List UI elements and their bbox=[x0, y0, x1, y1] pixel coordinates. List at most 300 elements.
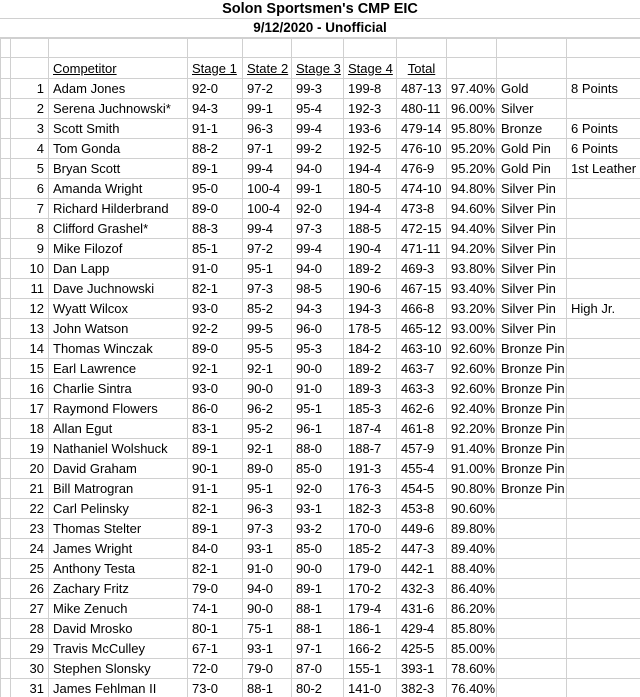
cell-percent[interactable]: 94.80% bbox=[447, 179, 497, 199]
empty-cell[interactable] bbox=[188, 39, 243, 58]
cell-award[interactable]: Bronze Pin bbox=[497, 399, 567, 419]
col-header-total[interactable]: Total bbox=[397, 58, 447, 79]
cell-competitor[interactable]: John Watson bbox=[49, 319, 188, 339]
cell-stage1[interactable]: 89-1 bbox=[188, 439, 243, 459]
cell-award[interactable]: Gold Pin bbox=[497, 159, 567, 179]
cell-rank[interactable]: 4 bbox=[11, 139, 49, 159]
cell-percent[interactable]: 86.20% bbox=[447, 599, 497, 619]
cell-award[interactable]: Gold Pin bbox=[497, 139, 567, 159]
cell-stage4[interactable]: 190-6 bbox=[344, 279, 397, 299]
cell-rank[interactable]: 9 bbox=[11, 239, 49, 259]
cell-note[interactable] bbox=[567, 539, 640, 559]
cell-stage3[interactable]: 93-2 bbox=[292, 519, 344, 539]
cell-stage2[interactable]: 97-2 bbox=[243, 239, 292, 259]
cell-percent[interactable]: 92.20% bbox=[447, 419, 497, 439]
empty-cell[interactable] bbox=[1, 679, 11, 697]
cell-percent[interactable]: 94.20% bbox=[447, 239, 497, 259]
cell-stage3[interactable]: 87-0 bbox=[292, 659, 344, 679]
cell-total[interactable]: 480-11 bbox=[397, 99, 447, 119]
col-header-stage4[interactable]: Stage 4 bbox=[344, 58, 397, 79]
cell-percent[interactable]: 94.40% bbox=[447, 219, 497, 239]
empty-cell[interactable] bbox=[11, 39, 49, 58]
cell-stage2[interactable]: 100-4 bbox=[243, 179, 292, 199]
cell-total[interactable]: 487-13 bbox=[397, 79, 447, 99]
cell-percent[interactable]: 89.80% bbox=[447, 519, 497, 539]
cell-award[interactable]: Bronze Pin bbox=[497, 419, 567, 439]
cell-award[interactable] bbox=[497, 579, 567, 599]
cell-stage2[interactable]: 88-1 bbox=[243, 679, 292, 697]
cell-total[interactable]: 447-3 bbox=[397, 539, 447, 559]
cell-stage2[interactable]: 92-1 bbox=[243, 439, 292, 459]
cell-stage4[interactable]: 166-2 bbox=[344, 639, 397, 659]
cell-stage4[interactable]: 170-0 bbox=[344, 519, 397, 539]
cell-stage2[interactable]: 96-3 bbox=[243, 119, 292, 139]
cell-award[interactable]: Bronze Pin bbox=[497, 439, 567, 459]
cell-percent[interactable]: 90.60% bbox=[447, 499, 497, 519]
cell-percent[interactable]: 90.80% bbox=[447, 479, 497, 499]
cell-award[interactable]: Silver Pin bbox=[497, 179, 567, 199]
cell-stage1[interactable]: 89-1 bbox=[188, 519, 243, 539]
cell-rank[interactable]: 11 bbox=[11, 279, 49, 299]
cell-note[interactable] bbox=[567, 199, 640, 219]
cell-note[interactable]: 6 Points bbox=[567, 139, 640, 159]
empty-cell[interactable] bbox=[1, 379, 11, 399]
cell-rank[interactable]: 27 bbox=[11, 599, 49, 619]
cell-percent[interactable]: 92.60% bbox=[447, 379, 497, 399]
cell-note[interactable] bbox=[567, 459, 640, 479]
cell-stage4[interactable]: 179-4 bbox=[344, 599, 397, 619]
cell-percent[interactable]: 92.60% bbox=[447, 339, 497, 359]
cell-stage4[interactable]: 186-1 bbox=[344, 619, 397, 639]
cell-stage4[interactable]: 188-7 bbox=[344, 439, 397, 459]
cell-total[interactable]: 476-9 bbox=[397, 159, 447, 179]
cell-rank[interactable]: 19 bbox=[11, 439, 49, 459]
empty-cell[interactable] bbox=[1, 279, 11, 299]
cell-stage1[interactable]: 91-1 bbox=[188, 119, 243, 139]
cell-note[interactable] bbox=[567, 479, 640, 499]
cell-stage3[interactable]: 97-3 bbox=[292, 219, 344, 239]
cell-stage1[interactable]: 92-0 bbox=[188, 79, 243, 99]
cell-stage1[interactable]: 88-3 bbox=[188, 219, 243, 239]
cell-competitor[interactable]: Thomas Stelter bbox=[49, 519, 188, 539]
cell-total[interactable]: 463-7 bbox=[397, 359, 447, 379]
cell-rank[interactable]: 1 bbox=[11, 79, 49, 99]
cell-stage4[interactable]: 189-2 bbox=[344, 259, 397, 279]
cell-stage2[interactable]: 75-1 bbox=[243, 619, 292, 639]
cell-note[interactable] bbox=[567, 399, 640, 419]
cell-stage1[interactable]: 91-0 bbox=[188, 259, 243, 279]
empty-cell[interactable] bbox=[1, 499, 11, 519]
cell-competitor[interactable]: David Graham bbox=[49, 459, 188, 479]
cell-rank[interactable]: 15 bbox=[11, 359, 49, 379]
cell-note[interactable] bbox=[567, 379, 640, 399]
cell-total[interactable]: 463-10 bbox=[397, 339, 447, 359]
cell-note[interactable]: 6 Points bbox=[567, 119, 640, 139]
cell-stage3[interactable]: 97-1 bbox=[292, 639, 344, 659]
cell-stage3[interactable]: 80-2 bbox=[292, 679, 344, 697]
cell-total[interactable]: 457-9 bbox=[397, 439, 447, 459]
empty-cell[interactable] bbox=[1, 359, 11, 379]
cell-stage1[interactable]: 82-1 bbox=[188, 559, 243, 579]
cell-stage4[interactable]: 180-5 bbox=[344, 179, 397, 199]
cell-total[interactable]: 449-6 bbox=[397, 519, 447, 539]
cell-stage2[interactable]: 97-3 bbox=[243, 519, 292, 539]
cell-competitor[interactable]: James Fehlman II bbox=[49, 679, 188, 697]
cell-stage2[interactable]: 91-0 bbox=[243, 559, 292, 579]
cell-total[interactable]: 462-6 bbox=[397, 399, 447, 419]
cell-award[interactable]: Gold bbox=[497, 79, 567, 99]
cell-award[interactable]: Bronze Pin bbox=[497, 479, 567, 499]
empty-cell[interactable] bbox=[1, 599, 11, 619]
cell-competitor[interactable]: Raymond Flowers bbox=[49, 399, 188, 419]
cell-competitor[interactable]: Amanda Wright bbox=[49, 179, 188, 199]
cell-note[interactable] bbox=[567, 639, 640, 659]
cell-percent[interactable]: 88.40% bbox=[447, 559, 497, 579]
cell-note[interactable]: 8 Points bbox=[567, 79, 640, 99]
cell-rank[interactable]: 30 bbox=[11, 659, 49, 679]
empty-cell[interactable] bbox=[1, 79, 11, 99]
empty-cell[interactable] bbox=[1, 659, 11, 679]
empty-cell[interactable] bbox=[1, 139, 11, 159]
cell-award[interactable]: Silver Pin bbox=[497, 319, 567, 339]
cell-rank[interactable]: 14 bbox=[11, 339, 49, 359]
cell-stage2[interactable]: 96-2 bbox=[243, 399, 292, 419]
cell-award[interactable] bbox=[497, 539, 567, 559]
cell-note[interactable] bbox=[567, 579, 640, 599]
cell-total[interactable]: 466-8 bbox=[397, 299, 447, 319]
cell-rank[interactable]: 17 bbox=[11, 399, 49, 419]
cell-stage4[interactable]: 155-1 bbox=[344, 659, 397, 679]
cell-note[interactable] bbox=[567, 559, 640, 579]
cell-stage2[interactable]: 90-0 bbox=[243, 599, 292, 619]
cell-stage3[interactable]: 96-0 bbox=[292, 319, 344, 339]
cell-stage1[interactable]: 80-1 bbox=[188, 619, 243, 639]
cell-rank[interactable]: 28 bbox=[11, 619, 49, 639]
empty-cell[interactable] bbox=[1, 99, 11, 119]
empty-cell[interactable] bbox=[1, 39, 11, 58]
cell-stage4[interactable]: 194-4 bbox=[344, 199, 397, 219]
cell-stage4[interactable]: 187-4 bbox=[344, 419, 397, 439]
cell-note[interactable] bbox=[567, 519, 640, 539]
cell-stage1[interactable]: 89-0 bbox=[188, 199, 243, 219]
cell-percent[interactable]: 96.00% bbox=[447, 99, 497, 119]
cell-total[interactable]: 393-1 bbox=[397, 659, 447, 679]
cell-stage4[interactable]: 141-0 bbox=[344, 679, 397, 697]
empty-cell[interactable] bbox=[1, 199, 11, 219]
cell-stage2[interactable]: 89-0 bbox=[243, 459, 292, 479]
col-header-stage1[interactable]: Stage 1 bbox=[188, 58, 243, 79]
cell-percent[interactable]: 85.80% bbox=[447, 619, 497, 639]
cell-rank[interactable]: 22 bbox=[11, 499, 49, 519]
cell-total[interactable]: 474-10 bbox=[397, 179, 447, 199]
cell-stage3[interactable]: 91-0 bbox=[292, 379, 344, 399]
cell-award[interactable] bbox=[497, 519, 567, 539]
cell-stage4[interactable]: 170-2 bbox=[344, 579, 397, 599]
cell-stage3[interactable]: 85-0 bbox=[292, 459, 344, 479]
cell-stage4[interactable]: 184-2 bbox=[344, 339, 397, 359]
cell-stage1[interactable]: 94-3 bbox=[188, 99, 243, 119]
cell-competitor[interactable]: Mike Zenuch bbox=[49, 599, 188, 619]
cell-percent[interactable]: 93.20% bbox=[447, 299, 497, 319]
cell-competitor[interactable]: Tom Gonda bbox=[49, 139, 188, 159]
col-header-stage2[interactable]: State 2 bbox=[243, 58, 292, 79]
cell-stage3[interactable]: 88-1 bbox=[292, 599, 344, 619]
cell-rank[interactable]: 23 bbox=[11, 519, 49, 539]
cell-stage4[interactable]: 185-2 bbox=[344, 539, 397, 559]
cell-percent[interactable]: 93.40% bbox=[447, 279, 497, 299]
cell-stage1[interactable]: 82-1 bbox=[188, 279, 243, 299]
cell-percent[interactable]: 76.40% bbox=[447, 679, 497, 697]
cell-award[interactable]: Silver Pin bbox=[497, 279, 567, 299]
empty-cell[interactable] bbox=[1, 479, 11, 499]
empty-cell[interactable] bbox=[447, 39, 497, 58]
cell-stage2[interactable]: 99-4 bbox=[243, 219, 292, 239]
cell-note[interactable] bbox=[567, 279, 640, 299]
cell-stage1[interactable]: 79-0 bbox=[188, 579, 243, 599]
col-header-stage3[interactable]: Stage 3 bbox=[292, 58, 344, 79]
empty-cell[interactable] bbox=[49, 39, 188, 58]
cell-note[interactable] bbox=[567, 359, 640, 379]
cell-stage4[interactable]: 191-3 bbox=[344, 459, 397, 479]
cell-total[interactable]: 429-4 bbox=[397, 619, 447, 639]
empty-cell[interactable] bbox=[397, 39, 447, 58]
cell-stage2[interactable]: 99-4 bbox=[243, 159, 292, 179]
cell-stage4[interactable]: 189-2 bbox=[344, 359, 397, 379]
cell-stage3[interactable]: 95-4 bbox=[292, 99, 344, 119]
cell-competitor[interactable]: Clifford Grashel* bbox=[49, 219, 188, 239]
cell-stage2[interactable]: 90-0 bbox=[243, 379, 292, 399]
cell-stage2[interactable]: 92-1 bbox=[243, 359, 292, 379]
cell-rank[interactable]: 26 bbox=[11, 579, 49, 599]
cell-stage2[interactable]: 100-4 bbox=[243, 199, 292, 219]
cell-stage2[interactable]: 95-1 bbox=[243, 479, 292, 499]
cell-stage3[interactable]: 90-0 bbox=[292, 559, 344, 579]
cell-total[interactable]: 469-3 bbox=[397, 259, 447, 279]
cell-stage2[interactable]: 79-0 bbox=[243, 659, 292, 679]
cell-stage2[interactable]: 97-2 bbox=[243, 79, 292, 99]
cell-stage1[interactable]: 93-0 bbox=[188, 299, 243, 319]
cell-total[interactable]: 453-8 bbox=[397, 499, 447, 519]
empty-cell[interactable] bbox=[1, 619, 11, 639]
cell-stage4[interactable]: 185-3 bbox=[344, 399, 397, 419]
cell-stage2[interactable]: 95-1 bbox=[243, 259, 292, 279]
cell-stage1[interactable]: 82-1 bbox=[188, 499, 243, 519]
cell-percent[interactable]: 91.00% bbox=[447, 459, 497, 479]
cell-total[interactable]: 467-15 bbox=[397, 279, 447, 299]
empty-cell[interactable] bbox=[497, 39, 567, 58]
empty-cell[interactable] bbox=[1, 339, 11, 359]
cell-competitor[interactable]: Anthony Testa bbox=[49, 559, 188, 579]
cell-stage2[interactable]: 85-2 bbox=[243, 299, 292, 319]
cell-stage3[interactable]: 90-0 bbox=[292, 359, 344, 379]
cell-stage3[interactable]: 92-0 bbox=[292, 199, 344, 219]
cell-note[interactable] bbox=[567, 319, 640, 339]
cell-note[interactable] bbox=[567, 499, 640, 519]
cell-competitor[interactable]: James Wright bbox=[49, 539, 188, 559]
cell-total[interactable]: 455-4 bbox=[397, 459, 447, 479]
cell-note[interactable]: High Jr. bbox=[567, 299, 640, 319]
cell-competitor[interactable]: Bryan Scott bbox=[49, 159, 188, 179]
cell-stage2[interactable]: 96-3 bbox=[243, 499, 292, 519]
cell-stage4[interactable]: 178-5 bbox=[344, 319, 397, 339]
cell-competitor[interactable]: Richard Hilderbrand bbox=[49, 199, 188, 219]
cell-stage1[interactable]: 74-1 bbox=[188, 599, 243, 619]
cell-rank[interactable]: 12 bbox=[11, 299, 49, 319]
cell-stage3[interactable]: 94-0 bbox=[292, 259, 344, 279]
cell-competitor[interactable]: Earl Lawrence bbox=[49, 359, 188, 379]
cell-stage3[interactable]: 99-1 bbox=[292, 179, 344, 199]
cell-award[interactable]: Silver Pin bbox=[497, 239, 567, 259]
cell-percent[interactable]: 94.60% bbox=[447, 199, 497, 219]
cell-stage3[interactable]: 99-4 bbox=[292, 239, 344, 259]
cell-percent[interactable]: 92.60% bbox=[447, 359, 497, 379]
cell-total[interactable]: 442-1 bbox=[397, 559, 447, 579]
cell-stage1[interactable]: 67-1 bbox=[188, 639, 243, 659]
cell-competitor[interactable]: Carl Pelinsky bbox=[49, 499, 188, 519]
empty-cell[interactable] bbox=[497, 58, 567, 79]
cell-percent[interactable]: 86.40% bbox=[447, 579, 497, 599]
empty-cell[interactable] bbox=[243, 39, 292, 58]
cell-competitor[interactable]: Mike Filozof bbox=[49, 239, 188, 259]
cell-total[interactable]: 425-5 bbox=[397, 639, 447, 659]
cell-rank[interactable]: 5 bbox=[11, 159, 49, 179]
cell-stage4[interactable]: 179-0 bbox=[344, 559, 397, 579]
cell-percent[interactable]: 85.00% bbox=[447, 639, 497, 659]
empty-cell[interactable] bbox=[1, 58, 11, 79]
cell-award[interactable]: Silver Pin bbox=[497, 199, 567, 219]
cell-stage4[interactable]: 192-3 bbox=[344, 99, 397, 119]
cell-stage2[interactable]: 93-1 bbox=[243, 639, 292, 659]
empty-cell[interactable] bbox=[1, 179, 11, 199]
cell-stage4[interactable]: 193-6 bbox=[344, 119, 397, 139]
cell-stage4[interactable]: 182-3 bbox=[344, 499, 397, 519]
cell-award[interactable]: Silver Pin bbox=[497, 259, 567, 279]
cell-stage3[interactable]: 98-5 bbox=[292, 279, 344, 299]
empty-cell[interactable] bbox=[1, 119, 11, 139]
cell-award[interactable] bbox=[497, 659, 567, 679]
empty-cell[interactable] bbox=[1, 559, 11, 579]
cell-stage3[interactable]: 96-1 bbox=[292, 419, 344, 439]
cell-stage2[interactable]: 97-3 bbox=[243, 279, 292, 299]
cell-stage1[interactable]: 84-0 bbox=[188, 539, 243, 559]
cell-stage2[interactable]: 93-1 bbox=[243, 539, 292, 559]
cell-stage3[interactable]: 94-0 bbox=[292, 159, 344, 179]
cell-rank[interactable]: 21 bbox=[11, 479, 49, 499]
empty-cell[interactable] bbox=[1, 219, 11, 239]
cell-note[interactable] bbox=[567, 599, 640, 619]
cell-note[interactable] bbox=[567, 239, 640, 259]
cell-rank[interactable]: 25 bbox=[11, 559, 49, 579]
cell-competitor[interactable]: Dan Lapp bbox=[49, 259, 188, 279]
cell-competitor[interactable]: Scott Smith bbox=[49, 119, 188, 139]
cell-stage2[interactable]: 97-1 bbox=[243, 139, 292, 159]
cell-note[interactable] bbox=[567, 659, 640, 679]
cell-competitor[interactable]: Serena Juchnowski* bbox=[49, 99, 188, 119]
cell-award[interactable] bbox=[497, 619, 567, 639]
cell-stage3[interactable]: 85-0 bbox=[292, 539, 344, 559]
empty-cell[interactable] bbox=[1, 399, 11, 419]
cell-stage3[interactable]: 99-2 bbox=[292, 139, 344, 159]
empty-cell[interactable] bbox=[1, 519, 11, 539]
cell-stage2[interactable]: 95-2 bbox=[243, 419, 292, 439]
cell-stage3[interactable]: 94-3 bbox=[292, 299, 344, 319]
cell-stage3[interactable]: 99-4 bbox=[292, 119, 344, 139]
cell-stage2[interactable]: 99-5 bbox=[243, 319, 292, 339]
cell-stage1[interactable]: 89-1 bbox=[188, 159, 243, 179]
cell-award[interactable] bbox=[497, 499, 567, 519]
cell-competitor[interactable]: Travis McCulley bbox=[49, 639, 188, 659]
empty-cell[interactable] bbox=[1, 579, 11, 599]
cell-competitor[interactable]: Thomas Winczak bbox=[49, 339, 188, 359]
cell-award[interactable]: Silver bbox=[497, 99, 567, 119]
cell-total[interactable]: 472-15 bbox=[397, 219, 447, 239]
cell-stage4[interactable]: 188-5 bbox=[344, 219, 397, 239]
cell-total[interactable]: 473-8 bbox=[397, 199, 447, 219]
cell-stage1[interactable]: 92-1 bbox=[188, 359, 243, 379]
cell-award[interactable] bbox=[497, 559, 567, 579]
empty-cell[interactable] bbox=[292, 39, 344, 58]
cell-stage2[interactable]: 95-5 bbox=[243, 339, 292, 359]
cell-stage4[interactable]: 194-3 bbox=[344, 299, 397, 319]
cell-note[interactable] bbox=[567, 219, 640, 239]
cell-rank[interactable]: 20 bbox=[11, 459, 49, 479]
cell-award[interactable]: Bronze Pin bbox=[497, 359, 567, 379]
cell-percent[interactable]: 97.40% bbox=[447, 79, 497, 99]
empty-cell[interactable] bbox=[1, 459, 11, 479]
cell-total[interactable]: 479-14 bbox=[397, 119, 447, 139]
cell-percent[interactable]: 93.80% bbox=[447, 259, 497, 279]
cell-stage1[interactable]: 73-0 bbox=[188, 679, 243, 697]
empty-cell[interactable] bbox=[344, 39, 397, 58]
cell-total[interactable]: 432-3 bbox=[397, 579, 447, 599]
cell-stage1[interactable]: 83-1 bbox=[188, 419, 243, 439]
empty-cell[interactable] bbox=[1, 259, 11, 279]
cell-total[interactable]: 476-10 bbox=[397, 139, 447, 159]
cell-award[interactable] bbox=[497, 679, 567, 697]
cell-rank[interactable]: 3 bbox=[11, 119, 49, 139]
empty-cell[interactable] bbox=[1, 639, 11, 659]
cell-percent[interactable]: 78.60% bbox=[447, 659, 497, 679]
cell-competitor[interactable]: Adam Jones bbox=[49, 79, 188, 99]
cell-competitor[interactable]: Allan Egut bbox=[49, 419, 188, 439]
cell-rank[interactable]: 16 bbox=[11, 379, 49, 399]
empty-cell[interactable] bbox=[1, 439, 11, 459]
cell-rank[interactable]: 7 bbox=[11, 199, 49, 219]
cell-competitor[interactable]: Dave Juchnowski bbox=[49, 279, 188, 299]
cell-percent[interactable]: 95.20% bbox=[447, 159, 497, 179]
cell-rank[interactable]: 8 bbox=[11, 219, 49, 239]
cell-stage2[interactable]: 94-0 bbox=[243, 579, 292, 599]
cell-percent[interactable]: 95.20% bbox=[447, 139, 497, 159]
cell-stage4[interactable]: 199-8 bbox=[344, 79, 397, 99]
empty-cell[interactable] bbox=[1, 539, 11, 559]
cell-award[interactable] bbox=[497, 639, 567, 659]
cell-total[interactable]: 431-6 bbox=[397, 599, 447, 619]
cell-stage4[interactable]: 176-3 bbox=[344, 479, 397, 499]
cell-rank[interactable]: 10 bbox=[11, 259, 49, 279]
cell-competitor[interactable]: Zachary Fritz bbox=[49, 579, 188, 599]
cell-award[interactable]: Bronze Pin bbox=[497, 379, 567, 399]
cell-note[interactable] bbox=[567, 339, 640, 359]
cell-note[interactable] bbox=[567, 619, 640, 639]
cell-stage1[interactable]: 72-0 bbox=[188, 659, 243, 679]
empty-cell[interactable] bbox=[1, 419, 11, 439]
cell-stage1[interactable]: 90-1 bbox=[188, 459, 243, 479]
cell-rank[interactable]: 18 bbox=[11, 419, 49, 439]
cell-note[interactable] bbox=[567, 679, 640, 697]
cell-stage1[interactable]: 93-0 bbox=[188, 379, 243, 399]
cell-stage3[interactable]: 88-0 bbox=[292, 439, 344, 459]
